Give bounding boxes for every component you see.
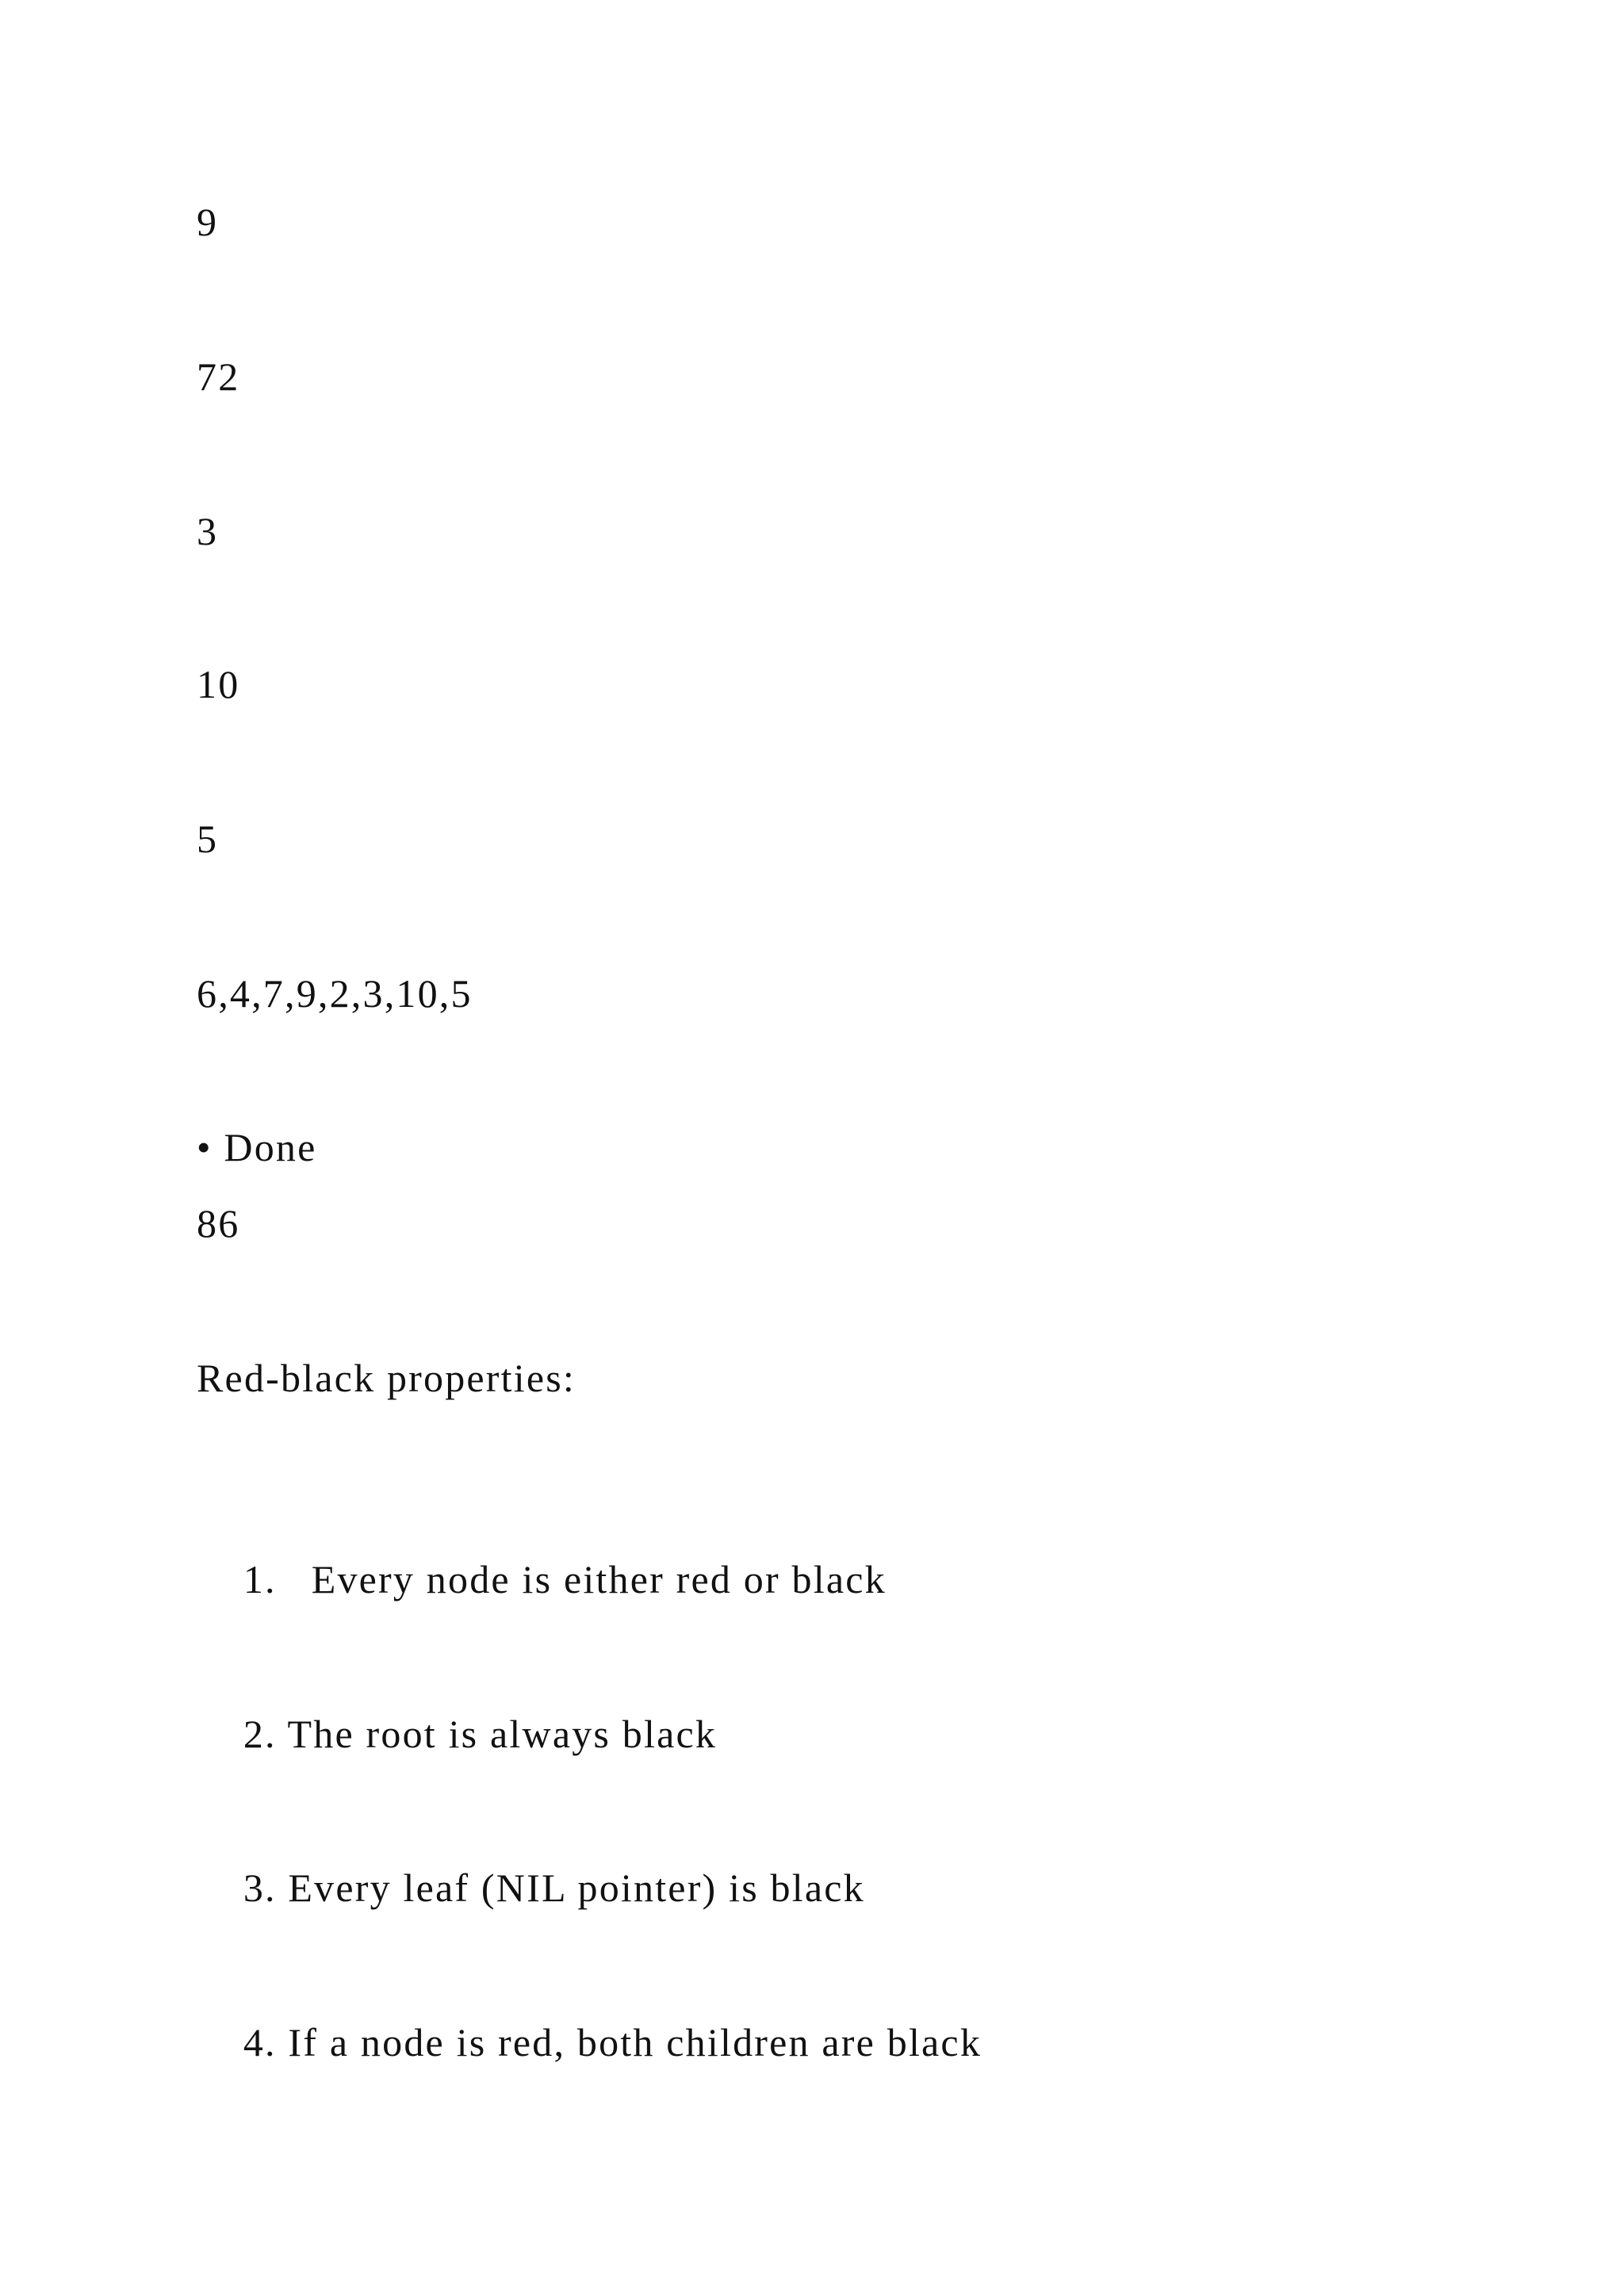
text-line-72: 72 xyxy=(197,354,240,399)
property-text: Every node is either red or black xyxy=(311,1557,887,1601)
property-number: 4. xyxy=(243,2020,277,2064)
property-1 xyxy=(197,1508,887,1651)
property-text: Every leaf (NIL pointer) is black xyxy=(288,1866,865,1910)
text-line-10: 10 xyxy=(197,662,240,706)
text-line-5: 5 xyxy=(197,817,219,861)
property-text: The root is always black xyxy=(287,1712,718,1756)
text-line-3: 3 xyxy=(197,509,219,553)
property-number: 1. xyxy=(243,1557,277,1601)
property-number: 2. xyxy=(243,1712,277,1756)
text-line-9: 9 xyxy=(197,200,219,244)
property-text: If a node is red, both children are black xyxy=(288,2020,982,2064)
property-2 xyxy=(197,1663,717,1805)
section-heading: Red-black properties: xyxy=(197,1356,576,1400)
page-number: 86 xyxy=(197,1201,240,1246)
property-4 xyxy=(197,1971,982,2114)
done-bullet: • Done xyxy=(197,1125,317,1169)
property-3 xyxy=(197,1816,865,1959)
property-number: 3. xyxy=(243,1866,277,1910)
insertion-sequence: 6,4,7,9,2,3,10,5 xyxy=(197,971,473,1016)
